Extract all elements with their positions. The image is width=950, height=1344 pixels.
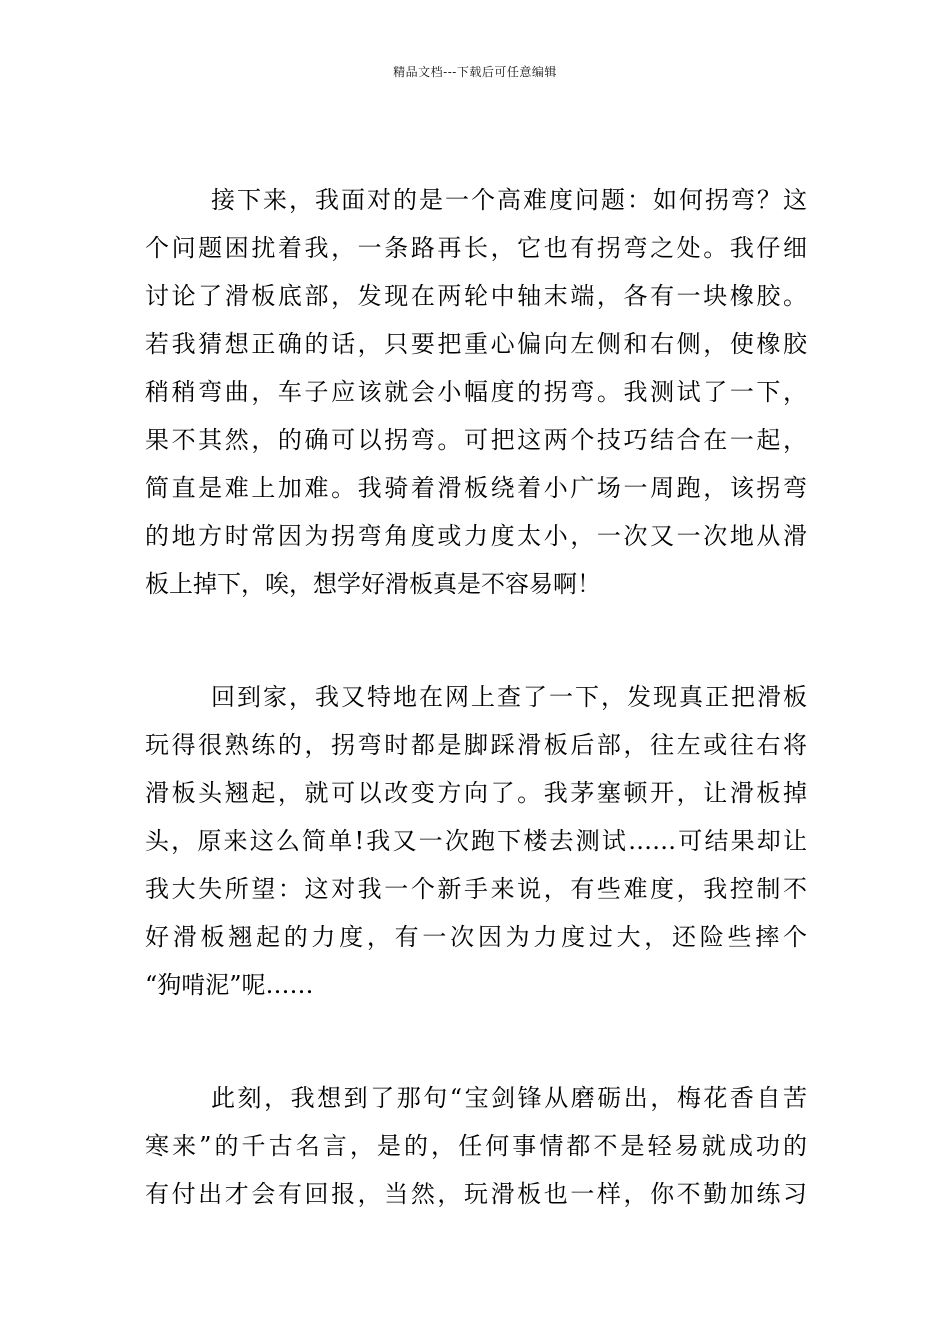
paragraph-line: 好滑板翘起的力度，有一次因为力度过大，还险些摔个	[145, 923, 807, 951]
paragraph-line: 简直是难上加难。我骑着滑板绕着小广场一周跑，该拐弯	[145, 474, 807, 502]
paragraph-line: 果不其然，的确可以拐弯。可把这两个技巧结合在一起，	[145, 426, 807, 454]
paragraph-line: 接下来，我面对的是一个高难度问题：如何拐弯？这	[211, 186, 807, 214]
paragraph-line: 头，原来这么简单!我又一次跑下楼去测试……可结果却让	[145, 827, 807, 855]
paragraph-line: 回到家，我又特地在网上查了一下，发现真正把滑板	[211, 683, 807, 711]
paragraph-line: 寒来”的千古名言，是的，任何事情都不是轻易就成功的	[145, 1132, 807, 1160]
paragraph-line: 的地方时常因为拐弯角度或力度太小，一次又一次地从滑	[145, 522, 807, 550]
paragraph-line: 我大失所望：这对我一个新手来说，有些难度，我控制不	[145, 875, 807, 903]
page-header: 精品文档---下载后可任意编辑	[393, 65, 557, 79]
paragraph-line: 稍稍弯曲，车子应该就会小幅度的拐弯。我测试了一下，	[145, 378, 807, 406]
paragraph-line: 讨论了滑板底部，发现在两轮中轴末端，各有一块橡胶。	[145, 282, 807, 310]
paragraph-line: 若我猜想正确的话，只要把重心偏向左侧和右侧，使橡胶	[145, 330, 807, 358]
paragraph-3	[145, 1074, 807, 1218]
paragraph-2	[145, 673, 807, 1009]
paragraph-line: 个问题困扰着我，一条路再长，它也有拐弯之处。我仔细	[145, 234, 807, 262]
paragraph-1	[145, 176, 807, 608]
paragraph-line: 滑板头翘起，就可以改变方向了。我茅塞顿开，让滑板掉	[145, 779, 807, 807]
paragraph-line: “狗啃泥”呢……	[145, 971, 314, 999]
paragraph-line: 玩得很熟练的，拐弯时都是脚踩滑板后部，往左或往右将	[145, 731, 807, 759]
paragraph-line: 板上掉下，唉，想学好滑板真是不容易啊！	[145, 570, 601, 598]
paragraph-line: 有付出才会有回报，当然，玩滑板也一样，你不勤加练习	[145, 1180, 807, 1208]
paragraph-line: 此刻，我想到了那句“宝剑锋从磨砺出，梅花香自苦	[211, 1084, 807, 1112]
